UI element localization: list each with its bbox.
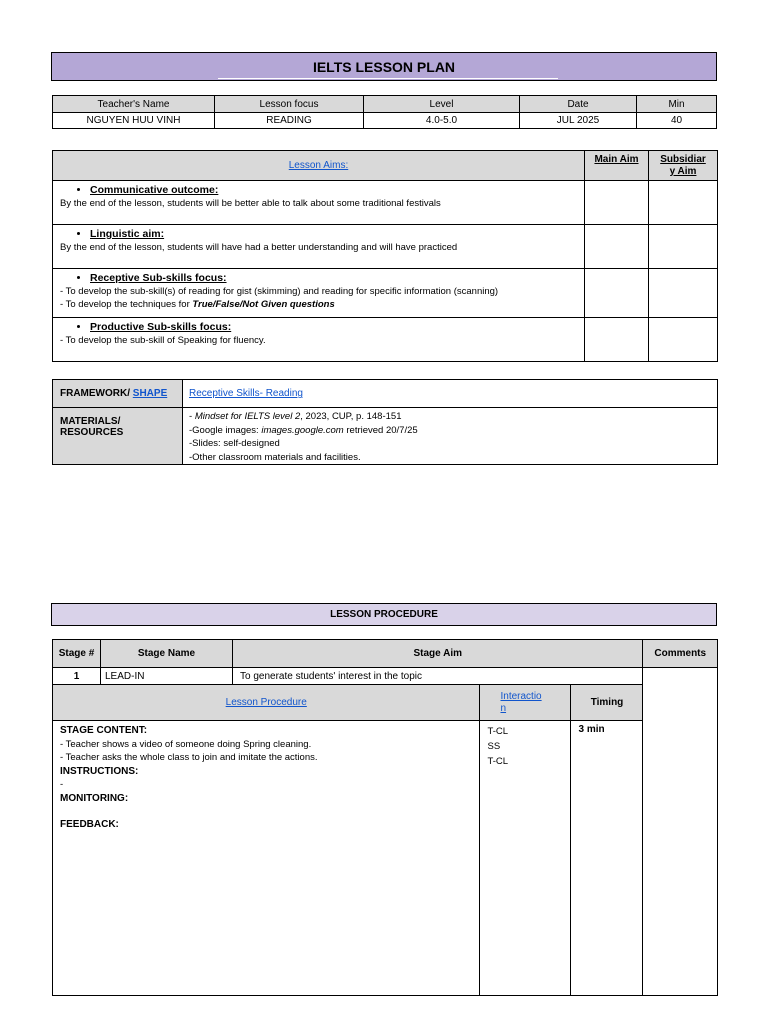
- main-aim-header: [585, 151, 649, 181]
- aim-text: By the end of the lesson, students will be better able to talk about some traditional festivals: [60, 198, 441, 209]
- material-images-prefix: -Google images:: [189, 424, 262, 436]
- aim-row-productive: [53, 318, 718, 362]
- aim-heading: • Communicative outcome:: [90, 184, 584, 196]
- subsidiary-aim-label-1: Subsidiar: [660, 154, 706, 165]
- main-aim-cell[interactable]: [585, 181, 649, 225]
- framework-label: FRAMEWORK/: [60, 388, 130, 399]
- aim-text: - To develop the sub-skill of Speaking for fluency.: [60, 335, 266, 346]
- aim-text-techniques: [60, 298, 584, 311]
- lesson-procedure-title: [51, 603, 717, 626]
- material-other: -Other classroom materials and facilities.: [189, 451, 361, 463]
- interaction-header: [480, 685, 571, 721]
- subsidiary-aim-cell[interactable]: [649, 225, 718, 269]
- material-book-prefix: -: [189, 411, 195, 422]
- aim-text: - To develop the sub-skill(s) of reading for gist (skimming) and reading for specific information (scanning): [60, 286, 499, 297]
- aim-text-emphasis: True/False/Not Given questions: [192, 299, 335, 310]
- material-images-url: images.google.com: [261, 424, 344, 436]
- aim-text: By the end of the lesson, students will have had a better understanding and will have practiced: [60, 242, 458, 253]
- framework-value-cell: [183, 380, 718, 408]
- aim-row-communicative: [53, 181, 718, 225]
- materials-list: [183, 408, 718, 465]
- materials-label-cell: [53, 408, 183, 465]
- aim-text-prefix: - To develop the techniques for: [60, 299, 193, 310]
- page-title-text: IELTS LESSON PLAN: [312, 58, 456, 75]
- stage-name-value: LEAD-IN: [101, 668, 233, 685]
- interaction-value: SS: [487, 741, 501, 752]
- material-book-details: , 2023, CUP, p. 148-151: [300, 411, 402, 422]
- feedback-label: FEEDBACK:: [60, 819, 119, 830]
- lesson-aims-header: [53, 151, 585, 181]
- subsidiary-aim-cell[interactable]: [649, 318, 718, 362]
- stage-name-header: Stage Name: [101, 640, 233, 668]
- aim-row-receptive: [53, 269, 718, 318]
- subsidiary-aim-cell[interactable]: [649, 181, 718, 225]
- material-images-details: retrieved 20/7/25: [343, 424, 418, 436]
- lesson-procedure-header: [53, 685, 480, 721]
- teacher-name-header: Teacher's Name: [53, 96, 215, 113]
- info-table: [52, 95, 717, 129]
- main-aim-cell[interactable]: [585, 269, 649, 318]
- interaction-cell: [480, 721, 571, 996]
- stage-content-cell: [53, 721, 480, 996]
- lesson-focus-header: Lesson focus: [215, 96, 364, 113]
- stage-aim-value: To generate students' interest in the topic: [233, 668, 643, 685]
- stage-aim-header: Stage Aim: [233, 640, 643, 668]
- monitoring-label: MONITORING:: [60, 792, 129, 804]
- timing-value: 3 min: [578, 724, 605, 735]
- interaction-value: T-CL: [487, 756, 509, 767]
- stage-content-line: - Teacher asks the whole class to join and imitate the actions.: [60, 752, 318, 763]
- title-divider: [218, 78, 558, 79]
- min-header: Min: [637, 96, 717, 113]
- interaction-link-2[interactable]: n: [500, 702, 507, 714]
- procedure-table: [52, 639, 718, 996]
- timing-cell: [571, 721, 643, 996]
- aim-row-linguistic: [53, 225, 718, 269]
- level-header: Level: [364, 96, 520, 113]
- main-aim-cell[interactable]: [585, 318, 649, 362]
- instructions-label: INSTRUCTIONS:: [60, 765, 139, 777]
- aims-table: [52, 150, 718, 362]
- subsidiary-aim-header: [649, 151, 718, 181]
- material-book: [189, 410, 717, 424]
- main-aim-cell[interactable]: [585, 225, 649, 269]
- stage-num-header: Stage #: [53, 640, 101, 668]
- instructions-text: -: [60, 779, 64, 790]
- min-value: 40: [637, 113, 717, 129]
- framework-table: [52, 379, 718, 465]
- timing-header: Timing: [571, 685, 643, 721]
- lesson-procedure-link[interactable]: Lesson Procedure: [225, 697, 307, 708]
- date-value: JUL 2025: [520, 113, 637, 129]
- aim-heading: • Receptive Sub-skills focus:: [90, 272, 584, 285]
- comments-cell[interactable]: [643, 668, 718, 996]
- lesson-procedure-title-text: LESSON PROCEDURE: [330, 609, 438, 620]
- page-title: [51, 52, 717, 81]
- interaction-link-1[interactable]: Interactio: [500, 690, 542, 702]
- stage-content-line: - Teacher shows a video of someone doing Spring cleaning.: [60, 738, 312, 750]
- lesson-focus-value: READING: [215, 113, 364, 129]
- subsidiary-aim-label-2: y Aim: [669, 166, 697, 177]
- level-value: 4.0-5.0: [364, 113, 520, 129]
- aim-heading: • Productive Sub-skills focus:: [90, 321, 584, 333]
- material-book-title: Mindset for IELTS level 2: [194, 411, 301, 422]
- stage-num-value: 1: [53, 668, 101, 685]
- receptive-skills-link[interactable]: Receptive Skills- Reading: [189, 388, 303, 399]
- subsidiary-aim-cell[interactable]: [649, 269, 718, 318]
- lesson-aims-link[interactable]: Lesson Aims:: [288, 160, 349, 171]
- shape-link[interactable]: SHAPE: [132, 388, 168, 399]
- material-images: [189, 424, 717, 438]
- teacher-name-value: NGUYEN HUU VINH: [53, 113, 215, 129]
- aim-heading: • Linguistic aim:: [90, 228, 584, 240]
- interaction-value: T-CL: [487, 726, 509, 737]
- stage-content-label: STAGE CONTENT:: [60, 725, 148, 736]
- comments-header: Comments: [643, 640, 718, 668]
- material-slides: -Slides: self-designed: [189, 438, 280, 449]
- date-header: Date: [520, 96, 637, 113]
- framework-label-cell: [53, 380, 183, 408]
- materials-label: MATERIALS/ RESOURCES: [60, 416, 124, 438]
- main-aim-label: Main Aim: [594, 154, 639, 165]
